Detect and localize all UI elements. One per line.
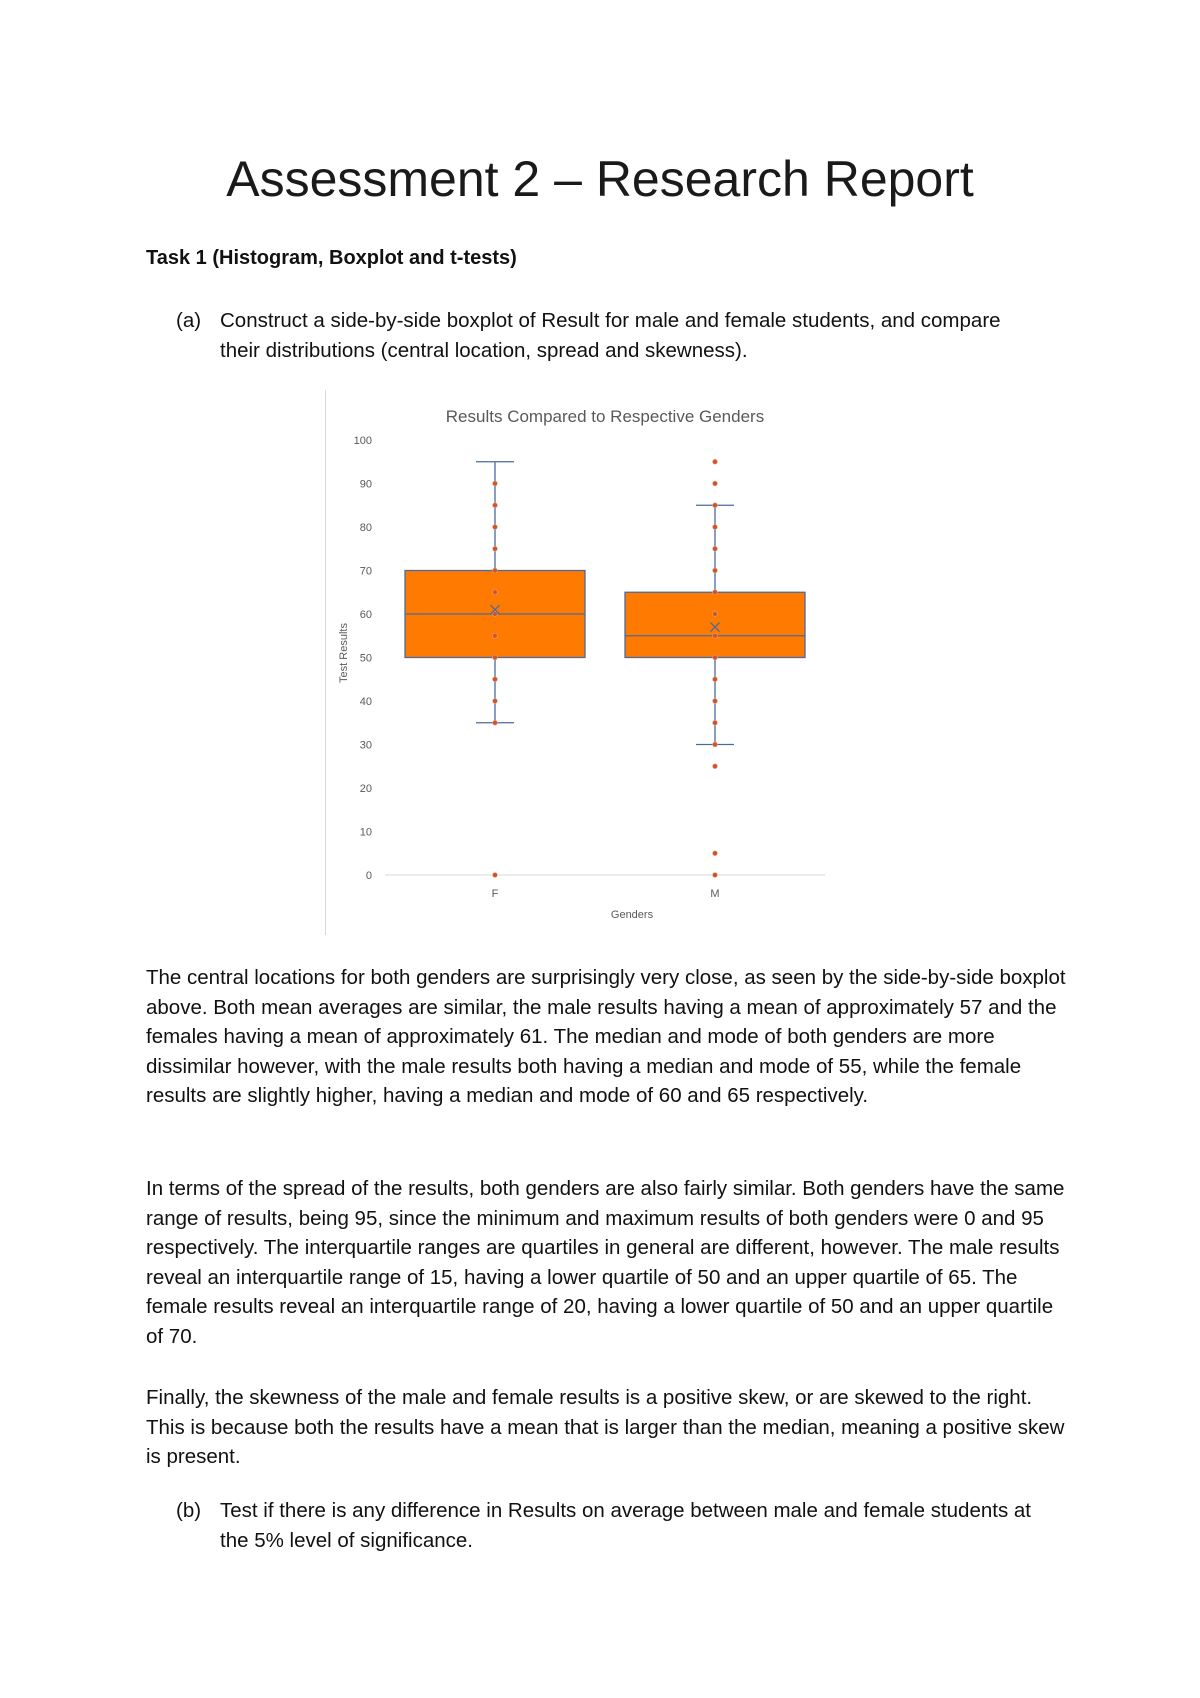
chart-title: Results Compared to Respective Genders (445, 407, 765, 426)
y-tick-label: 100 (353, 435, 372, 447)
iqr-box (625, 592, 805, 657)
y-tick-label: 60 (359, 609, 372, 621)
document-title: Assessment 2 – Research Report (226, 151, 974, 207)
data-point (713, 459, 718, 464)
box-f (405, 462, 585, 878)
data-point (493, 481, 498, 486)
x-tick-label: M (710, 888, 720, 900)
data-point (713, 873, 718, 878)
y-tick-label: 40 (359, 696, 372, 708)
data-point (493, 568, 498, 573)
data-point (493, 699, 498, 704)
question-a (176, 306, 1036, 366)
boxplot-chart (325, 390, 885, 935)
y-tick-label: 90 (359, 478, 372, 491)
question-b (176, 1496, 1036, 1556)
x-axis-label: Genders (610, 909, 654, 921)
paragraph-skewness: Finally, the skewness of the male and female results is a positive skew, or are skewed to the right. This is because both the results have a mean that is larger than the median, meaning a positive skew is present. (146, 1386, 1065, 1469)
data-point (713, 742, 718, 747)
data-point (493, 655, 498, 660)
data-point (493, 633, 498, 638)
question-a-label: (a) (176, 309, 202, 332)
data-point (713, 720, 718, 725)
question-a-text: Construct a side-by-side boxplot of Result for male and female students, and compare their distributions (central location, spread and skewness). (220, 309, 1001, 362)
data-point (713, 568, 718, 573)
data-point (713, 546, 718, 551)
paragraph-central-location: The central locations for both genders are surprisingly very close, as seen by the side-by-side boxplot above. Both mean averages are similar, the male results having a mean of approximately 57 and the females having a mean of approximately 61. The median and mode of both genders are more dissimilar however, with the male results both having a median and mode of 55, while the female results are slightly higher, having a median and mode of 60 and 65 respectively. (146, 966, 1066, 1108)
data-point (713, 525, 718, 530)
y-tick-label: 10 (359, 826, 372, 839)
task-heading: Task 1 (Histogram, Boxplot and t-tests) (146, 247, 517, 269)
data-point (713, 633, 718, 638)
box-m (625, 459, 805, 877)
data-point (493, 525, 498, 530)
data-point (713, 655, 718, 660)
paragraph-spread: In terms of the spread of the results, both genders are also fairly similar. Both genders have the same range of results, being 95, since the minimum and maximum results of both genders were 0 and 95 respectively. The interquartile ranges are quartiles in general are different, however. The male results reveal an interquartile range of 15, having a lower quartile of 50 and an upper quartile of 65. The female results reveal an interquartile range of 20, having a lower quartile of 50 and an upper quartile of 70. (146, 1177, 1065, 1348)
question-b-label: (b) (176, 1499, 202, 1522)
y-tick-label: 80 (359, 522, 372, 534)
data-point (493, 873, 498, 878)
data-point (713, 851, 718, 856)
data-point (713, 503, 718, 508)
y-tick-label: 30 (359, 739, 372, 752)
data-point (493, 677, 498, 682)
y-axis-label: Test Results (338, 623, 350, 683)
question-b-text: Test if there is any difference in Results on average between male and female students at the 5% level of significance. (220, 1499, 1031, 1552)
data-point (713, 612, 718, 617)
data-point (493, 546, 498, 551)
y-tick-label: 50 (359, 652, 372, 665)
axes-group (354, 435, 825, 900)
x-tick-label: F (491, 888, 499, 900)
data-point (713, 677, 718, 682)
data-point (493, 503, 498, 508)
boxplot-svg (325, 390, 885, 935)
data-point (713, 764, 718, 769)
data-point (713, 590, 718, 595)
data-point (713, 699, 718, 704)
y-tick-label: 0 (365, 870, 372, 882)
boxes-group (405, 459, 805, 877)
data-point (493, 720, 498, 725)
y-tick-label: 20 (359, 783, 372, 795)
data-point (493, 612, 498, 617)
y-tick-label: 70 (359, 565, 372, 578)
data-point (493, 590, 498, 595)
data-point (713, 481, 718, 486)
